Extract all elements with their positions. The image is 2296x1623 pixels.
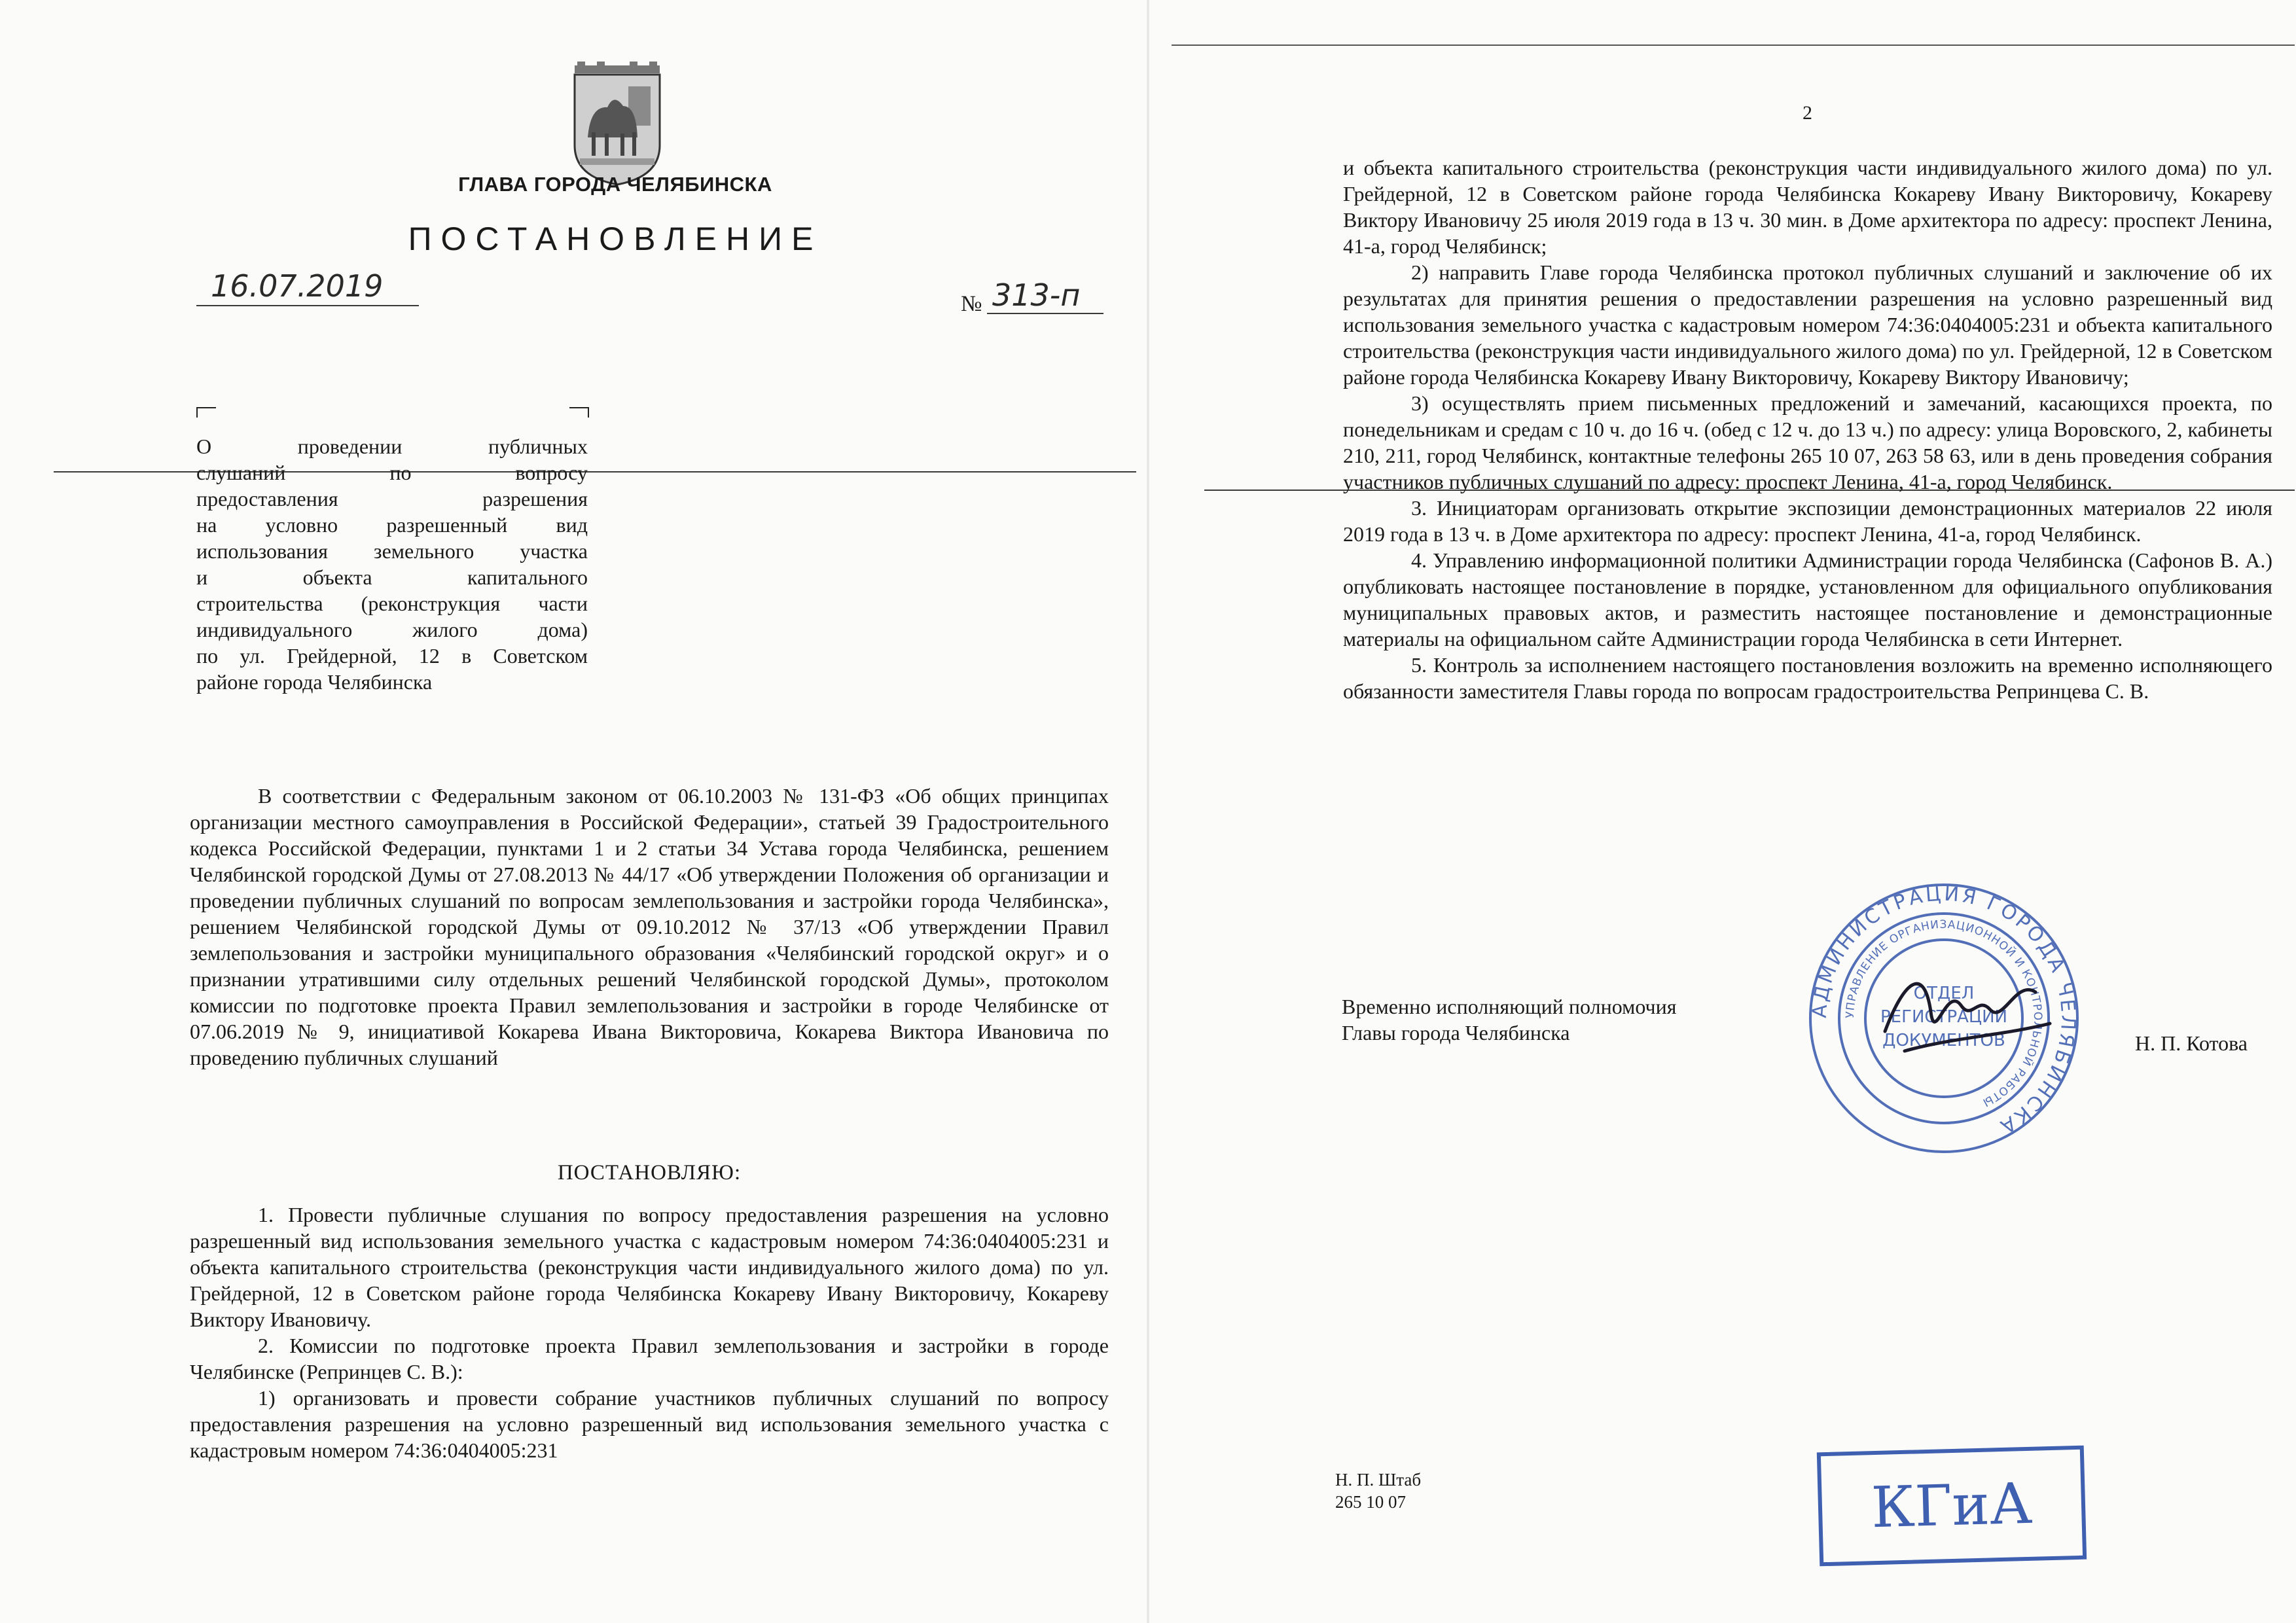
left-items (190, 1202, 1109, 1463)
handwritten-number: 313-п (992, 277, 1081, 313)
stamp-center-line: ОТДЕЛ (1913, 984, 1975, 1003)
official-round-stamp (1806, 881, 2081, 1156)
subject-line: и объекта капитального (196, 565, 588, 589)
number-label: № (961, 292, 982, 316)
handwritten-date: 16.07.2019 (211, 268, 384, 304)
document-type: ПОСТАНОВЛЕНИЕ (408, 221, 823, 257)
preamble-text: В соответствии с Федеральным законом от 06.10.2003 № 131-ФЗ «Об общих принципах организации местного самоуправления в Российской Федерации», статьей 39 Градостроительного кодекса Российской Федерации, пунктами 1 и 2 статьи 34 Устава города Челябинска, решением Челябинской городской Думы от 27.08.2013 № 44/17 «Об утверждении Положения об организации и проведении публичных слушаний по вопросам землепользования и застройки города Челябинска», решением Челябинской городской Думы от 09.10.2012 № 37/13 «Об утверждении Правил землепользования и застройки муниципального образования «Челябинский городской округ» и о признании утратившими силу отдельных решений Челябинской городской Думы», протоколом комиссии по подготовке проекта Правил землепользования и застройки в городе Челябинске от 07.06.2019 № 9, инициативой Кокарева Ивана Викторовича, Кокарева Виктора Ивановича по проведению публичных слушаний (190, 784, 1109, 1069)
document-subject (196, 433, 588, 695)
decree-word: ПОСТАНОВЛЯЮ: (557, 1161, 742, 1185)
kgia-stamp: КГиА (1817, 1446, 2087, 1567)
subject-line: строительства (реконструкция части (196, 592, 588, 615)
signatory-title-line: Главы города Челябинска (1342, 1021, 1570, 1044)
signatory-title-line: Временно исполняющий полномочия (1342, 995, 1677, 1018)
item-paragraph: 3) осуществлять прием письменных предложений и замечаний, касающихся проекта, по понедельникам и средам с 10 ч. до 16 ч. (обед с 12 ч. до 13 ч.) по адресу: улица Воровского, 2, кабинеты 210, 211, город Челябинск, контактные телефоны 265 10 07, 263 58 63, или в день проведения собрания участников публичных слушаний по адресу: проспект Ленина, 41-а, город Челябинск. (1343, 391, 2272, 493)
subject-bracket-left (196, 407, 216, 418)
date-underline (196, 305, 419, 306)
subject-line: по ул. Грейдерной, 12 в Советском (196, 644, 588, 668)
stamp-center-line: ДОКУМЕНТОВ (1882, 1031, 2005, 1050)
stamp-inner-text: УПРАВЛЕНИЕ ОРГАНИЗАЦИОННОЙ И КОНТРОЛЬНОЙ РАБОТЫ (1843, 918, 2045, 1109)
item-paragraph: 1) организовать и провести собрание участников публичных слушаний по вопросу предоставления разрешения на условно разрешенный вид использования земельного участка с кадастровым номером 74:36:0404005:231 (190, 1386, 1109, 1462)
signatory-name: Н. П. Котова (2135, 1031, 2248, 1055)
preamble-paragraph (190, 783, 1109, 1071)
continuation-paragraph: и объекта капитального строительства (реконструкция части индивидуального жилого дома) по ул. Грейдерной, 12 в Советском районе города Челябинска Кокареву Ивану Викторовичу, Кокареву Виктору Ивановичу 25 июля 2019 года в 13 ч. 30 мин. в Доме архитектора по адресу: проспект Ленина, 41-а, город Челябинск; (1343, 156, 2272, 258)
number-underline (987, 313, 1103, 314)
chelyabinsk-coat-of-arms-icon (568, 60, 666, 186)
page-number: 2 (1803, 102, 1812, 124)
item-paragraph: 4. Управлению информационной политики Администрации города Челябинска (Сафонов В. А.) опубликовать настоящее постановление в порядке, установленном для официального опубликования муниципальных правовых актов, и разместить настоящее постановление и демонстрационные материалы на официальном сайте Администрации города Челябинска в сети Интернет. (1343, 548, 2272, 651)
executor-phone: 265 10 07 (1335, 1492, 1406, 1512)
subject-line: на условно разрешенный вид (196, 513, 588, 537)
item-paragraph: 2) направить Главе города Челябинска протокол публичных слушаний и заключение об их результатах для принятия решения о предоставлении разрешения на условно разрешенный вид использования земельного участка с кадастровым номером 74:36:0404005:231 и объекта капитального строительства (реконструкция части индивидуального жилого дома) по ул. Грейдерной, 12 в Советском районе города Челябинска Кокареву Ивану Викторовичу, Кокареву Виктору Ивановичу; (1343, 260, 2272, 389)
issuing-authority: ГЛАВА ГОРОДА ЧЕЛЯБИНСКА (458, 173, 772, 196)
executor-block (1335, 1469, 1421, 1513)
subject-line: предоставления разрешения (196, 487, 588, 510)
right-items (1343, 154, 2272, 704)
subject-line: индивидуального жилого дома) (196, 618, 588, 641)
stamp-center-line: РЕГИСТРАЦИИ (1880, 1007, 2007, 1027)
item-paragraph: 3. Инициаторам организовать открытие экспозиции демонстрационных материалов 22 июля 2019 года в 13 ч. в Доме архитектора по адресу: проспект Ленина, 41-а, город Челябинск. (1343, 496, 2272, 546)
signatory-title (1342, 993, 1676, 1046)
subject-line: О проведении публичных (196, 435, 588, 458)
item-paragraph: 1. Провести публичные слушания по вопросу предоставления разрешения на условно разрешенный вид использования земельного участка с кадастровым номером 74:36:0404005:231 и объекта капитального строительства (реконструкция части индивидуального жилого дома) по ул. Грейдерной, 12 в Советском районе города Челябинска Кокареву Ивану Викторовичу, Кокареву Виктору Ивановичу. (190, 1203, 1109, 1331)
scan-artifact-line (1172, 45, 2295, 46)
stamp-outer-text: АДМИНИСТРАЦИЯ ГОРОДА ЧЕЛЯБИНСКА (1808, 882, 2080, 1139)
subject-line: районе города Челябинска (196, 670, 433, 694)
item-paragraph: 5. Контроль за исполнением настоящего постановления возложить на временно исполняющего обязанности заместителя Главы города по вопросам градостроительства Репринцева С. В. (1343, 653, 2272, 703)
subject-line: слушаний по вопросу (196, 461, 588, 484)
subject-line: использования земельного участка (196, 539, 588, 563)
executor-name: Н. П. Штаб (1335, 1470, 1422, 1489)
subject-bracket-right (569, 407, 589, 418)
item-paragraph: 2. Комиссии по подготовке проекта Правил землепользования и застройки в городе Челябинске (Репринцев С. В.): (190, 1334, 1109, 1383)
